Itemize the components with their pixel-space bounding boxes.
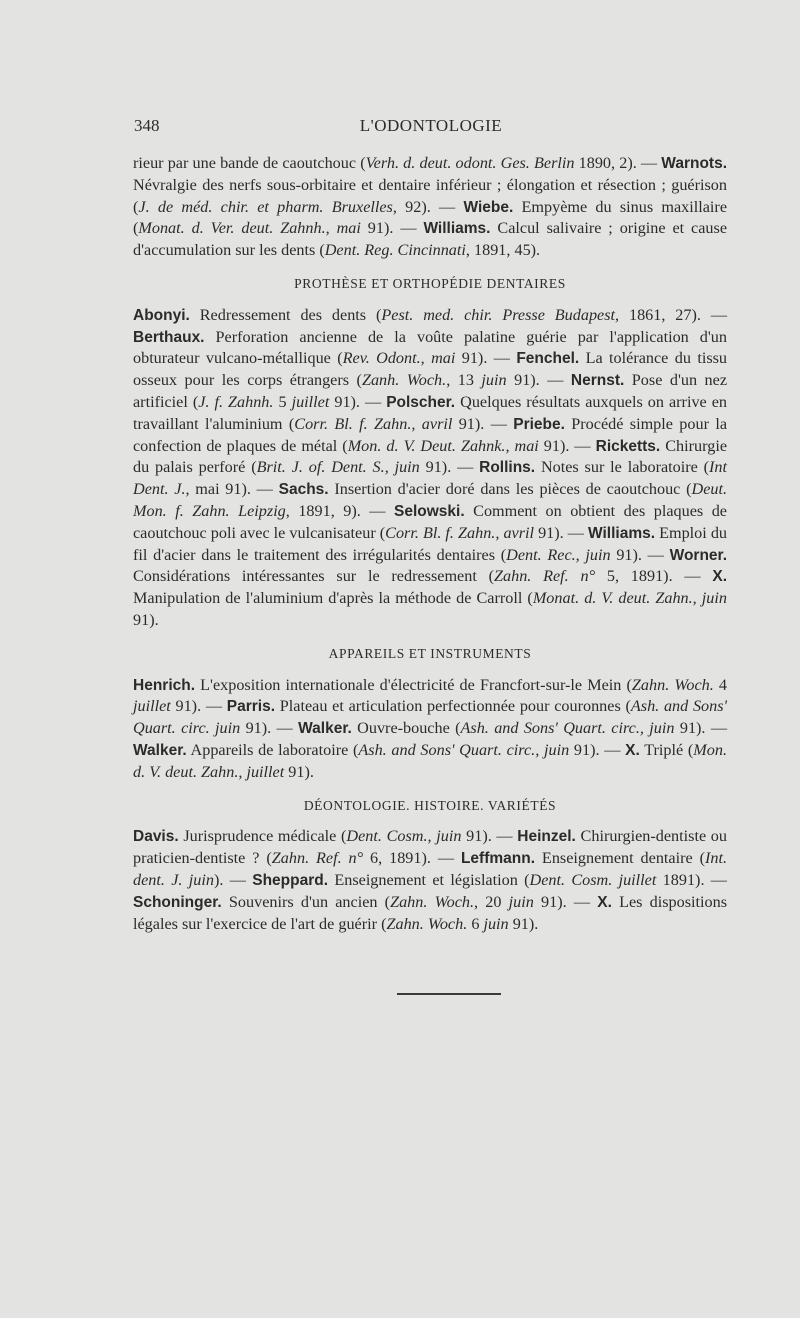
- paragraph-prothese: Abonyi. Redressement des dents (Pest. med. chir. Presse Budapest, 1861, 27). — Berthaux. Perforation ancienne de la voûte palatine guérie par l'application d'un obturateur vulcano-métallique (Rev. Odont., mai 91). — Fenchel. La tolérance du tissu osseux pour les corps étrangers (Zanh. Woch., 13 juin 91). — Nernst. Pose d'un nez artificiel (J. f. Zahnh. 5 juillet 91). — Polscher. Quelques résultats auxquels on arrive en travaillant l'aluminium (Corr. Bl. f. Zahn., avril 91). — Priebe. Procédé simple pour la confection de plaques de métal (Mon. d. V. Deut. Zahnk., mai 91). — Ricketts. Chirurgie du palais perforé (Brit. J. of. Dent. S., juin 91). — Rollins. Notes sur le laboratoire (Int Dent. J., mai 91). — Sachs. Insertion d'acier doré dans les pièces de caoutchouc (Deut. Mon. f. Zahn. Leipzig, 1891, 9). — Selowski. Comment on obtient des plaques de caoutchouc poli avec le vulcanisateur (Corr. Bl. f. Zahn., avril 91). — Williams. Emploi du fil d'acier dans le traitement des irrégularités dentaires (Dent. Rec., juin 91). — Worner. Considérations intéressantes sur le redressement (Zahn. Ref. n° 5, 1891). — X. Manipulation de l'aluminium d'après la méthode de Carroll (Monat. d. V. deut. Zahn., juin 91).: [133, 305, 728, 629]
- section-heading-deontologie: DÉONTOLOGIE. HISTOIRE. VARIÉTÉS: [303, 797, 557, 813]
- paragraph-appareils: Henrich. L'exposition internationale d'électricité de Francfort-sur-le Mein (Zahn. Woch. 4 juillet 91). — Parris. Plateau et articulation perfectionnée pour couronnes (Ash. and Sons' Quart. circ. juin 91). — Walker. Ouvre-bouche (Ash. and Sons' Quart. circ., juin 91). — Walker. Appareils de laboratoire (Ash. and Sons' Quart. circ., juin 91). — X. Triplé (Mon. d. V. deut. Zahn., juillet 91).: [133, 675, 728, 781]
- section-heading-appareils: APPAREILS ET INSTRUMENTS: [328, 645, 532, 661]
- body-text: [133, 153, 727, 935]
- paragraph-intro: rieur par une bande de caoutchouc (Verh. d. deut. odont. Ges. Berlin 1890, 2). — Warnots. Névralgie des nerfs sous-orbitaire et dentaire inférieur ; élongation et résection ; guérison (J. de méd. chir. et pharm. Bruxelles, 92). — Wiebe. Empyème du sinus maxillaire (Monat. d. Ver. deut. Zahnh., mai 91). — Williams. Calcul salivaire ; origine et cause d'accumulation sur les dents (Dent. Reg. Cincinnati, 1891, 45).: [133, 154, 728, 260]
- page-number: 348: [134, 116, 160, 135]
- running-title: L'ODONTOLOGIE: [359, 116, 503, 135]
- page-header: [134, 116, 728, 144]
- section-heading-prothese: PROTHÈSE ET ORTHOPÉDIE DENTAIRES: [294, 275, 566, 291]
- end-rule: [397, 993, 501, 995]
- paragraph-deontologie: Davis. Jurisprudence médicale (Dent. Cosm., juin 91). — Heinzel. Chirurgien-dentiste ou praticien-dentiste ? (Zahn. Ref. n° 6, 1891). — Leffmann. Enseignement dentaire (Int. dent. J. juin). — Sheppard. Enseignement et législation (Dent. Cosm. juillet 1891). — Schoninger. Souvenirs d'un ancien (Zahn. Woch., 20 juin 91). — X. Les dispositions légales sur l'exercice de l'art de guérir (Zahn. Woch. 6 juin 91).: [133, 827, 728, 933]
